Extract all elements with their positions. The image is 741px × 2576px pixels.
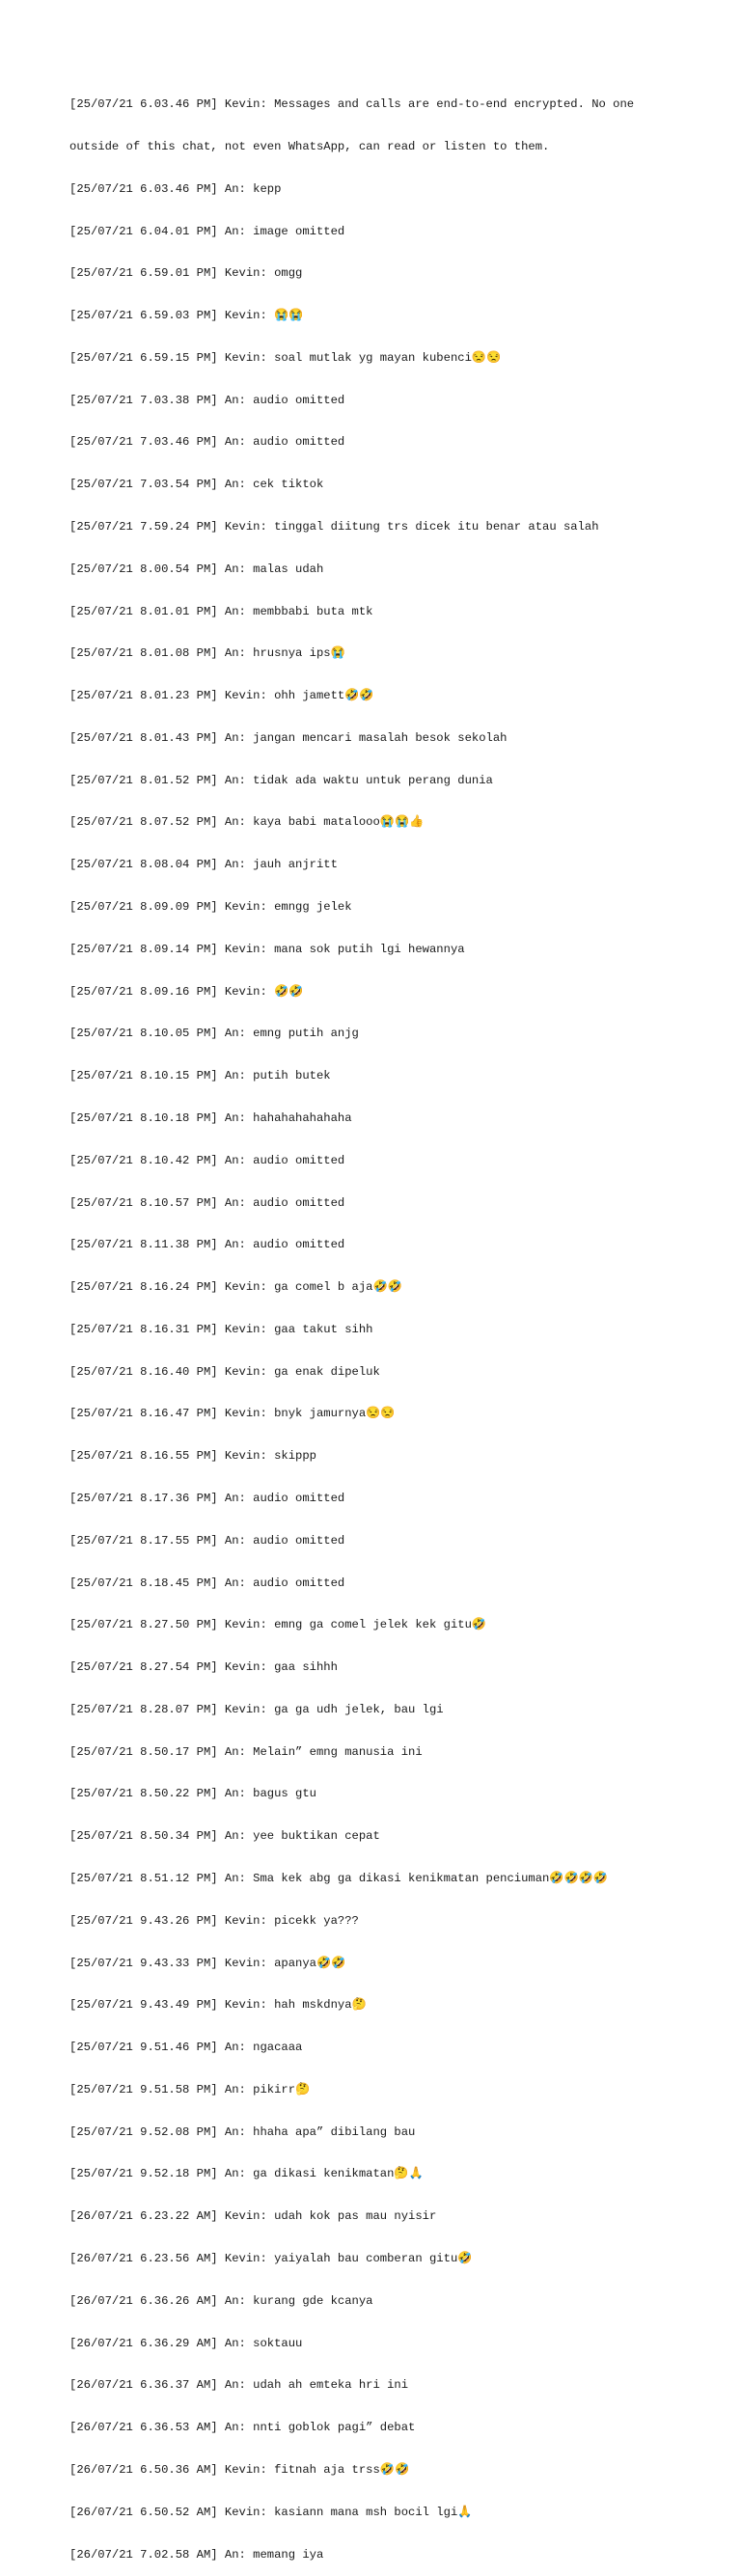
chat-line: [26/07/21 6.50.36 AM] Kevin: fitnah aja trss🤣🤣 xyxy=(69,2462,410,2477)
chat-line: [25/07/21 8.10.18 PM] An: hahahahahahaha xyxy=(69,1110,352,1125)
chat-line: [26/07/21 6.36.29 AM] An: soktauu xyxy=(69,2336,303,2350)
chat-line: [25/07/21 7.03.54 PM] An: cek tiktok xyxy=(69,478,324,492)
chat-line: [25/07/21 8.10.57 PM] An: audio omitted xyxy=(69,1195,345,1210)
chat-line: [25/07/21 6.59.03 PM] Kevin: 😭😭 xyxy=(69,309,304,323)
chat-line: [25/07/21 8.50.17 PM] An: Melain” emng manusia ini xyxy=(69,1744,423,1759)
chat-line: [25/07/21 6.03.46 PM] An: kepp xyxy=(69,181,282,196)
chat-line: [25/07/21 8.16.47 PM] Kevin: bnyk jamurnya😒😒 xyxy=(69,1407,396,1421)
chat-line: [25/07/21 6.03.46 PM] Kevin: Messages and calls are end-to-end encrypted. No one xyxy=(69,97,635,112)
chat-line: [25/07/21 9.51.58 PM] An: pikirr🤔 xyxy=(69,2082,311,2096)
chat-line: [25/07/21 9.43.49 PM] Kevin: hah mskdnya🤔 xyxy=(69,1998,367,2013)
chat-line: [25/07/21 8.16.55 PM] Kevin: skippp xyxy=(69,1449,316,1464)
chat-line: [25/07/21 8.51.12 PM] An: Sma kek abg ga dikasi kenikmatan penciuman🤣🤣🤣🤣 xyxy=(69,1872,609,1885)
chat-line: [25/07/21 8.00.54 PM] An: malas udah xyxy=(69,562,324,576)
chat-line: [25/07/21 8.10.42 PM] An: audio omitted xyxy=(69,1153,345,1167)
chat-line: [25/07/21 9.43.26 PM] Kevin: picekk ya??? xyxy=(69,1913,359,1928)
chat-line: [26/07/21 6.36.37 AM] An: udah ah emteka hri ini xyxy=(69,2378,409,2393)
chat-line: [26/07/21 6.36.26 AM] An: kurang gde kcanya xyxy=(69,2293,373,2308)
chat-line: [26/07/21 6.23.56 AM] Kevin: yaiyalah bau comberan gitu🤣 xyxy=(69,2252,473,2266)
chat-line: [25/07/21 8.16.24 PM] Kevin: ga comel b aja🤣🤣 xyxy=(69,1280,402,1295)
chat-line: [25/07/21 8.16.40 PM] Kevin: ga enak dipeluk xyxy=(69,1364,380,1379)
chat-line: [25/07/21 8.17.55 PM] An: audio omitted xyxy=(69,1533,345,1548)
chat-line: [25/07/21 8.17.36 PM] An: audio omitted xyxy=(69,1491,345,1505)
chat-line: [25/07/21 9.51.46 PM] An: ngacaaa xyxy=(69,2041,303,2055)
chat-line: [25/07/21 6.59.01 PM] Kevin: omgg xyxy=(69,266,303,281)
chat-line: [25/07/21 8.09.16 PM] Kevin: 🤣🤣 xyxy=(69,984,304,999)
chat-line: [26/07/21 7.02.58 AM] An: memang iya xyxy=(69,2547,324,2562)
chat-line: [25/07/21 6.04.01 PM] An: image omitted xyxy=(69,224,345,238)
chat-log xyxy=(69,69,687,2576)
chat-line: [25/07/21 8.08.04 PM] An: jauh anjritt xyxy=(69,858,338,872)
chat-line: [25/07/21 8.18.45 PM] An: audio omitted xyxy=(69,1576,345,1590)
chat-line: [25/07/21 6.59.15 PM] Kevin: soal mutlak yg mayan kubenci😒😒 xyxy=(69,350,502,365)
chat-line: [26/07/21 6.23.22 AM] Kevin: udah kok pas mau nyisir xyxy=(69,2209,437,2224)
chat-line: [25/07/21 8.50.22 PM] An: bagus gtu xyxy=(69,1787,316,1801)
chat-line: [25/07/21 9.52.18 PM] An: ga dikasi kenikmatan🤔🙏 xyxy=(69,2167,424,2181)
chat-line: [25/07/21 8.01.52 PM] An: tidak ada waktu untuk perang dunia xyxy=(69,773,493,787)
chat-line: [25/07/21 8.28.07 PM] Kevin: ga ga udh jelek, bau lgi xyxy=(69,1702,444,1716)
chat-line: [25/07/21 7.59.24 PM] Kevin: tinggal diitung trs dicek itu benar atau salah xyxy=(69,520,599,534)
chat-line: [26/07/21 6.50.52 AM] Kevin: kasiann mana msh bocil lgi🙏 xyxy=(69,2505,473,2519)
chat-line: [26/07/21 6.36.53 AM] An: nnti goblok pagi” debat xyxy=(69,2421,416,2435)
chat-line: [25/07/21 8.01.43 PM] An: jangan mencari masalah besok sekolah xyxy=(69,730,508,745)
chat-line: [25/07/21 9.43.33 PM] Kevin: apanya🤣🤣 xyxy=(69,1956,346,1970)
chat-line: [25/07/21 8.16.31 PM] Kevin: gaa takut sihh xyxy=(69,1322,373,1336)
chat-line: [25/07/21 7.03.46 PM] An: audio omitted xyxy=(69,435,345,450)
chat-line: [25/07/21 8.11.38 PM] An: audio omitted xyxy=(69,1238,345,1252)
chat-line: [25/07/21 8.07.52 PM] An: kaya babi matalooo😭😭👍 xyxy=(69,815,425,830)
chat-line: [25/07/21 7.03.38 PM] An: audio omitted xyxy=(69,393,345,407)
chat-line: [25/07/21 8.01.08 PM] An: hrusnya ips😭 xyxy=(69,646,345,661)
chat-line: [25/07/21 8.27.50 PM] Kevin: emng ga comel jelek kek gitu🤣 xyxy=(69,1618,487,1632)
chat-line: [25/07/21 8.01.01 PM] An: membbabi buta mtk xyxy=(69,604,373,618)
chat-line: outside of this chat, not even WhatsApp, can read or listen to them. xyxy=(69,139,550,153)
chat-line: [25/07/21 8.50.34 PM] An: yee buktikan cepat xyxy=(69,1829,380,1844)
chat-line: [25/07/21 8.10.05 PM] An: emng putih anjg xyxy=(69,1027,359,1041)
chat-line: [25/07/21 8.09.09 PM] Kevin: emngg jelek xyxy=(69,900,352,915)
chat-line: [25/07/21 8.09.14 PM] Kevin: mana sok putih lgi hewannya xyxy=(69,942,465,956)
chat-line: [25/07/21 9.52.08 PM] An: hhaha apa” dibilang bau xyxy=(69,2124,416,2139)
chat-line: [25/07/21 8.27.54 PM] Kevin: gaa sihhh xyxy=(69,1660,338,1675)
chat-line: [25/07/21 8.10.15 PM] An: putih butek xyxy=(69,1069,331,1083)
chat-line: [25/07/21 8.01.23 PM] Kevin: ohh jamett🤣🤣 xyxy=(69,689,374,703)
